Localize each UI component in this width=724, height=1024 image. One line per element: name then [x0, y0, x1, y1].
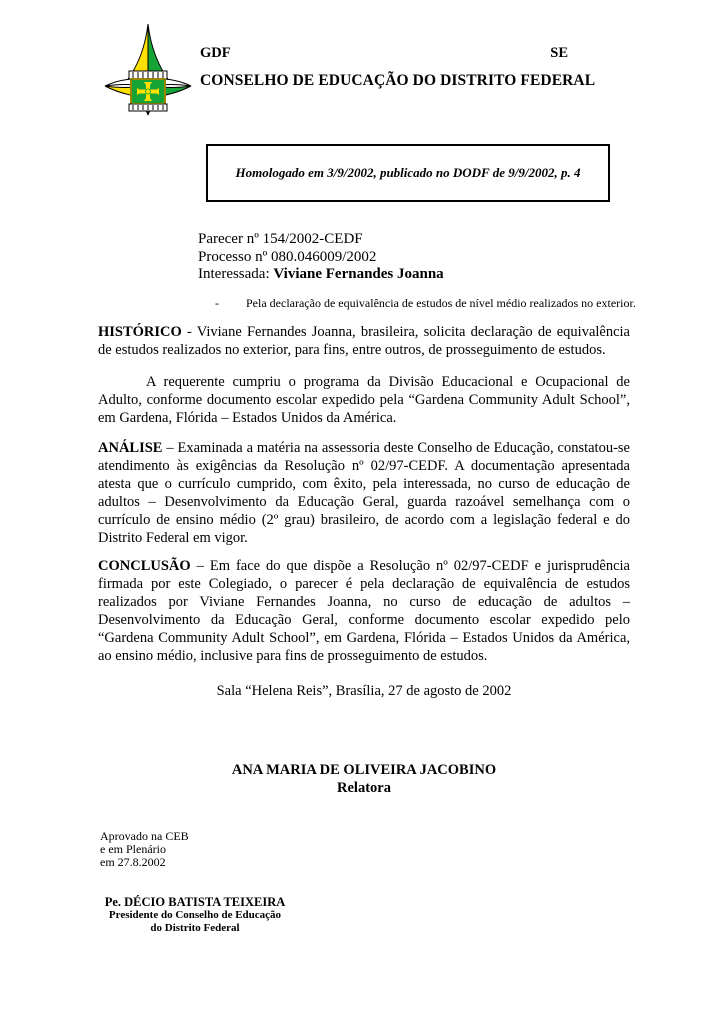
interested-party-label: Interessada:	[198, 266, 274, 282]
relator-signature-block	[98, 761, 630, 797]
relator-role: Relatora	[337, 780, 391, 796]
analise-text: – Examinada a matéria na assessoria deste Conselho de Educação, constatou-se atendimento às exigências da Resolução nº 02/97-CEDF. A documentação apresentada atesta que o currículo cumprido, com êxito, pela interessada, no curso de educação de adultos – Desenvolvimento da Educação Geral, guarda razoável semelhança com o currículo de ensino médio (2º grau) brasileiro, de acordo com a legislação federal e do Distrito Federal em vigor.	[98, 440, 630, 546]
conclusao-heading: CONCLUSÃO	[98, 558, 191, 574]
reference-block	[198, 231, 444, 284]
president-role-line-2: do Distrito Federal	[150, 922, 240, 934]
process-number: Processo nº 080.046009/2002	[198, 248, 377, 265]
historico-text: - Viviane Fernandes Joanna, brasileira, solicita declaração de equivalência de estudos realizados no exterior, para fins, entre outros, de prosseguimento de estudos.	[98, 324, 630, 358]
gov-abbrev: GDF	[200, 45, 231, 61]
header-abbrev-row	[200, 45, 568, 62]
org-name: CONSELHO DE EDUCAÇÃO DO DISTRITO FEDERAL	[200, 72, 596, 89]
interested-party-name: Viviane Fernandes Joanna	[273, 266, 444, 282]
president-signature-block	[95, 896, 295, 935]
relator-name: ANA MARIA DE OLIVEIRA JACOBINO	[231, 762, 497, 778]
brasilia-coat-of-arms-icon	[102, 22, 194, 118]
historico-paragraph	[98, 323, 630, 359]
secretariat-abbrev: SE	[550, 45, 568, 61]
approval-line-2: e em Plenário	[100, 842, 166, 856]
interested-party-line	[198, 266, 444, 284]
president-role-line-1: Presidente do Conselho de Educação	[108, 909, 282, 921]
subject-line	[215, 296, 636, 311]
approval-note	[100, 830, 189, 869]
requerente-text: A requerente cumpriu o programa da Divisão Educacional e Ocupacional de Adulto, conforme documento escolar expedido pela “Gardena Community Adult School”, em Gardena, Flórida – Estados Unidos da América.	[98, 374, 630, 426]
subject-dash: -	[215, 296, 219, 310]
homologation-box	[206, 144, 610, 202]
approval-line-3: em 27.8.2002	[100, 855, 166, 869]
parecer-number: Parecer nº 154/2002-CEDF	[198, 231, 363, 247]
approval-line-1: Aprovado na CEB	[100, 829, 189, 843]
historico-heading: HISTÓRICO	[98, 324, 182, 340]
conclusao-paragraph	[98, 557, 630, 665]
homologation-text: Homologado em 3/9/2002, publicado no DODF de 9/9/2002, p. 4	[235, 165, 581, 180]
analise-paragraph	[98, 439, 630, 547]
requerente-paragraph	[98, 373, 630, 427]
subject-text: Pela declaração de equivalência de estudos de nível médio realizados no exterior.	[246, 296, 636, 310]
analise-heading: ANÁLISE	[98, 440, 163, 456]
conclusao-text: – Em face do que dispõe a Resolução nº 02/97-CEDF e jurisprudência firmada por este Colegiado, o parecer é pela declaração de equivalência de estudos realizados por Viviane Fernandes Joanna, no curso de educação de adultos – Desenvolvimento da Educação Geral, conforme documento escolar expedido pelo “Gardena Community Adult School”, em Gardena, Flórida – Estados Unidos da América, ao ensino médio, inclusive para fins de prosseguimento de estudos.	[98, 558, 630, 664]
place-date-line: Sala “Helena Reis”, Brasília, 27 de agosto de 2002	[216, 683, 512, 699]
president-name: Pe. DÉCIO BATISTA TEIXEIRA	[104, 895, 286, 909]
